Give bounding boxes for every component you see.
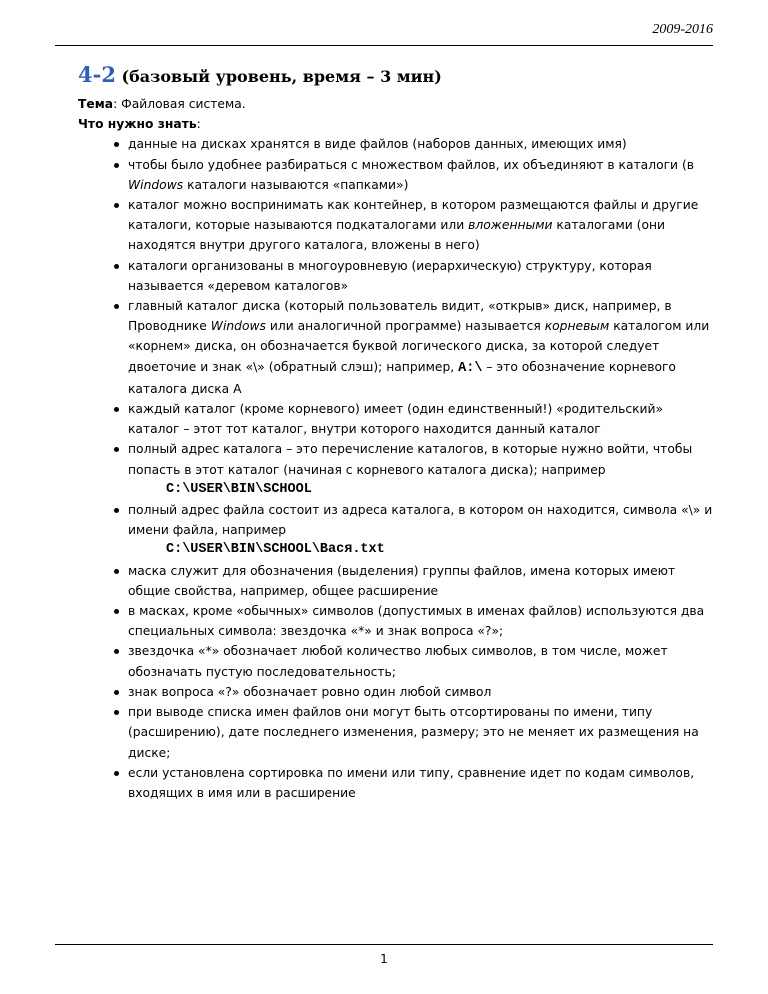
list-item-text: каждый каталог (кроме корневого) имеет (один единственный!) «родительский» каталог – этот тот каталог, внутри которого находится данный каталог	[128, 402, 664, 437]
list-item-text: каталог можно воспринимать как контейнер, в котором размещаются файлы и другие каталоги, которые называются подкаталогами или	[128, 198, 699, 233]
list-item	[78, 561, 718, 601]
file-path-example: C:\USER\BIN\SCHOOL\Вася.txt	[166, 542, 385, 558]
list-item	[78, 296, 718, 399]
task-subtitle: (базовый уровень, время – 3 мин)	[115, 67, 442, 86]
list-item-text: в масках, кроме «обычных» символов (допустимых в именах файлов) используются два специальных символа: звездочка «*» и знак вопроса «?»;	[128, 604, 705, 639]
list-item-text: чтобы было удобнее разбираться с множеством файлов, их объединяют в каталоги (в	[128, 157, 694, 172]
list-item-italic: корневым	[544, 319, 610, 334]
list-item	[78, 763, 718, 803]
topic-label: Тема	[78, 97, 114, 111]
list-item-text: каталогом или «корнем» диска, он обозначается буквой логического диска, за которой следует двоеточие и знак «\» (обратный слэш); например,	[128, 319, 710, 374]
list-item-italic: Windows	[128, 177, 184, 192]
header-divider	[55, 45, 713, 46]
list-item-text: каталоги организованы в многоуровневую (иерархическую) структуру, которая называется «деревом каталогов»	[128, 258, 652, 293]
list-item-italic: Windows	[210, 319, 266, 334]
document-body	[78, 94, 718, 803]
dir-path-example: C:\USER\BIN\SCHOOL	[166, 481, 312, 497]
list-item-text: каталогами (они находятся внутри другого каталога, вложены в него)	[128, 218, 665, 253]
list-item	[78, 641, 718, 681]
list-item	[78, 134, 718, 154]
list-item-text: каталоги называются «папками»)	[183, 177, 409, 192]
list-item-text: полный адрес файла состоит из адреса каталога, в котором он находится, символа «\» и имени файла, например	[128, 503, 713, 538]
list-item	[78, 500, 718, 561]
knowledge-list	[78, 134, 718, 803]
header-years: 2009-2016	[652, 22, 713, 37]
topic-line	[78, 94, 718, 114]
list-item-text: при выводе списка имен файлов они могут быть отсортированы по имени, типу (расширению), дате последнего изменения, размеру; это не меняет их размещения на диске;	[128, 705, 699, 760]
task-number: 4-2	[78, 62, 116, 87]
root-dir-code: A:\	[458, 360, 483, 376]
list-item-text: звездочка «*» обозначает любой количество любых символов, в том числе, может обозначать пустую последовательность;	[128, 644, 668, 679]
topic-separator: :	[113, 97, 122, 111]
topic-value: Файловая система.	[121, 97, 246, 111]
list-item-text: главный каталог диска (который пользователь видит, «открыв» диск, например, в Проводнике	[128, 299, 672, 334]
need-line	[78, 114, 718, 134]
list-item-text: или аналогичной программе) называется	[265, 319, 545, 334]
list-item	[78, 195, 718, 256]
list-item-text: данные на дисках хранятся в виде файлов (наборов данных, имеющих имя)	[128, 137, 627, 152]
list-item	[78, 601, 718, 641]
list-item-text: полный адрес каталога – это перечисление каталогов, в которые нужно войти, чтобы попасть в этот каталог (начиная с корневого каталога диска); например	[128, 442, 693, 477]
list-item-italic: вложенными	[468, 218, 553, 233]
list-item-text: – это обозначение корневого каталога диска А	[128, 359, 676, 396]
need-separator: :	[196, 117, 201, 132]
list-item	[78, 439, 718, 500]
task-title	[78, 62, 442, 87]
list-item	[78, 155, 718, 195]
list-item-text: маска служит для обозначения (выделения) группы файлов, имена которых имеют общие свойства, например, общее расширение	[128, 563, 676, 598]
list-item	[78, 256, 718, 296]
page-number: 1	[380, 952, 388, 966]
footer-divider	[55, 944, 713, 945]
list-item-text: знак вопроса «?» обозначает ровно один любой символ	[128, 684, 492, 699]
list-item	[78, 399, 718, 439]
need-label: Что нужно знать	[78, 117, 197, 132]
list-item	[78, 702, 718, 763]
list-item-text: если установлена сортировка по имени или типу, сравнение идет по кодам символов, входящих в имя или в расширение	[128, 765, 695, 800]
list-item	[78, 682, 718, 702]
